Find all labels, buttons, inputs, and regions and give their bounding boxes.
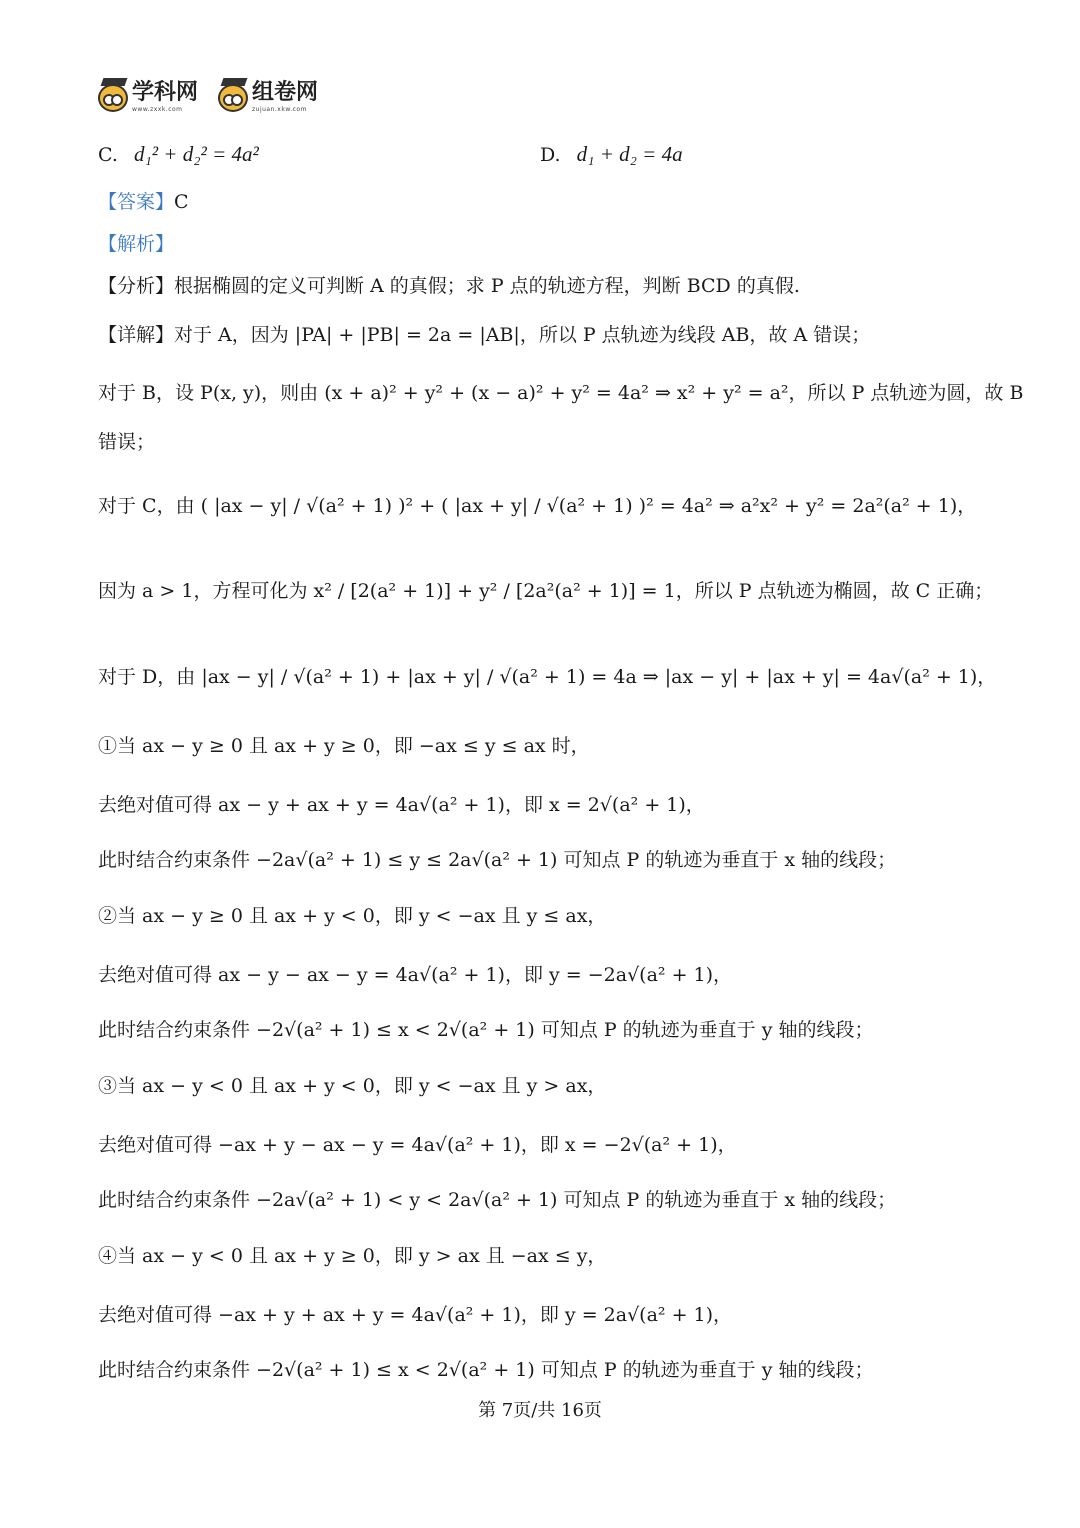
case-4-result: 此时结合约束条件 −2√(a² + 1) ≤ x < 2√(a² + 1) 可知点 P 的轨迹为垂直于 y 轴的线段； — [98, 1359, 874, 1381]
option-c-formula: d₁² + d₂² = 4a² — [133, 142, 259, 166]
case-1-solve: 去绝对值可得 ax − y + ax + y = 4a√(a² + 1)，即 x = 2√(a² + 1)， — [98, 794, 705, 816]
logo-url: www.zxxk.com — [132, 106, 183, 113]
logo-zxxk — [98, 82, 198, 113]
case-4-solve: 去绝对值可得 −ax + y + ax + y = 4a√(a² + 1)，即 y = 2a√(a² + 1)， — [98, 1304, 733, 1326]
logo-name: 学科网 — [132, 80, 199, 105]
option-d-formula: d₁ + d₂ = 4a — [576, 142, 683, 166]
case-3-result: 此时结合约束条件 −2a√(a² + 1) < y < 2a√(a² + 1) 可知点 P 的轨迹为垂直于 x 轴的线段； — [98, 1189, 897, 1211]
owl-icon — [218, 84, 248, 112]
detail-line-d: 对于 D，由 |ax − y| / √(a² + 1) + |ax + y| / √(a² + 1) = 4a ⇒ |ax − y| + |ax + y| = 4a√(a² + 1)， — [98, 666, 997, 688]
analysis-tag: 【解析】 — [98, 233, 175, 255]
detail-line-c: 对于 C，由 ( |ax − y| / √(a² + 1) )² + ( |ax + y| / √(a² + 1) )² = 4a² ⇒ a²x² + y² = 2a²(a² + 1)， — [98, 495, 977, 517]
detail-line-c-ellipse: 因为 a > 1，方程可化为 x² / [2(a² + 1)] + y² / [2a²(a² + 1)] = 1，所以 P 点轨迹为椭圆，故 C 正确； — [98, 580, 994, 602]
logo-zujuan — [218, 82, 318, 113]
page-footer: 第 7页/共 16页 — [478, 1400, 602, 1421]
option-c — [98, 144, 259, 165]
case-2-solve: 去绝对值可得 ax − y − ax − y = 4a√(a² + 1)，即 y = −2a√(a² + 1)， — [98, 964, 733, 986]
logo-url: zujuan.xkw.com — [252, 106, 307, 113]
owl-icon — [98, 84, 128, 112]
answer-value: C — [174, 191, 189, 213]
detail-line-b: 对于 B，设 P(x, y)，则由 (x + a)² + y² + (x − a)² + y² = 4a² ⇒ x² + y² = a²，所以 P 点轨迹为圆，故 B — [98, 382, 1024, 404]
case-1: ①当 ax − y ≥ 0 且 ax + y ≥ 0，即 −ax ≤ y ≤ ax 时， — [98, 735, 590, 757]
option-d-label: D. — [540, 144, 561, 166]
detail-line-b-cont: 错误； — [98, 431, 156, 453]
detail-line-a: 【详解】对于 A，因为 |PA| + |PB| = 2a = |AB|，所以 P 点轨迹为线段 AB，故 A 错误； — [98, 324, 871, 346]
case-1-result: 此时结合约束条件 −2a√(a² + 1) ≤ y ≤ 2a√(a² + 1) 可知点 P 的轨迹为垂直于 x 轴的线段； — [98, 849, 897, 871]
case-2: ②当 ax − y ≥ 0 且 ax + y < 0，即 y < −ax 且 y ≤ ax， — [98, 905, 607, 927]
case-2-result: 此时结合约束条件 −2√(a² + 1) ≤ x < 2√(a² + 1) 可知点 P 的轨迹为垂直于 y 轴的线段； — [98, 1019, 874, 1041]
analysis-line: 【分析】根据椭圆的定义可判断 A 的真假；求 P 点的轨迹方程，判断 BCD 的真假. — [98, 275, 800, 297]
case-4: ④当 ax − y < 0 且 ax + y ≥ 0，即 y > ax 且 −ax ≤ y， — [98, 1245, 607, 1267]
case-3-solve: 去绝对值可得 −ax + y − ax − y = 4a√(a² + 1)，即 x = −2√(a² + 1)， — [98, 1134, 737, 1156]
case-3: ③当 ax − y < 0 且 ax + y < 0，即 y < −ax 且 y > ax， — [98, 1075, 607, 1097]
answer-tag: 【答案】 — [98, 191, 175, 213]
option-c-label: C. — [98, 144, 118, 166]
answer-line — [98, 193, 189, 212]
logo-name: 组卷网 — [252, 80, 319, 105]
option-d — [540, 144, 683, 165]
